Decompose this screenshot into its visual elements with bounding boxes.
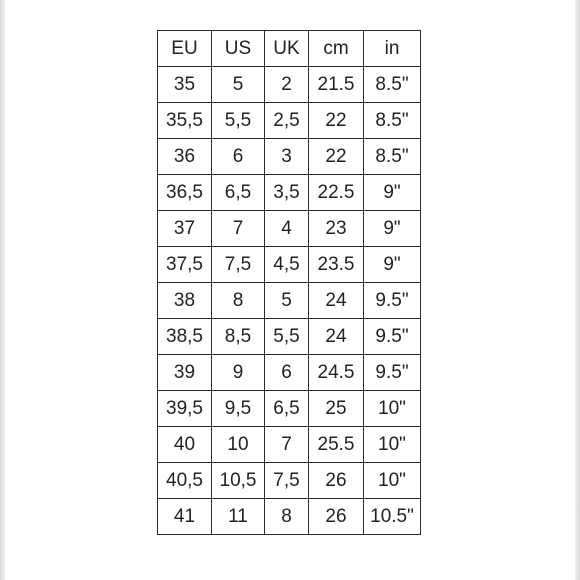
cell-us: 9,5 — [212, 391, 265, 427]
cell-eu: 41 — [158, 499, 212, 535]
cell-uk: 4,5 — [265, 247, 309, 283]
cell-cm: 25.5 — [309, 427, 364, 463]
cell-uk: 6,5 — [265, 391, 309, 427]
table-row — [158, 427, 421, 463]
cell-uk: 4 — [265, 211, 309, 247]
table-row — [158, 499, 421, 535]
cell-in: 9.5" — [364, 319, 421, 355]
page-edge-left — [0, 0, 5, 580]
cell-in: 9" — [364, 211, 421, 247]
cell-us: 5,5 — [212, 103, 265, 139]
cell-in: 8.5" — [364, 139, 421, 175]
cell-uk: 7,5 — [265, 463, 309, 499]
cell-eu: 36 — [158, 139, 212, 175]
table-row — [158, 139, 421, 175]
cell-uk: 5,5 — [265, 319, 309, 355]
table-row — [158, 175, 421, 211]
cell-eu: 39 — [158, 355, 212, 391]
cell-cm: 24 — [309, 283, 364, 319]
cell-cm: 22 — [309, 139, 364, 175]
cell-us: 10 — [212, 427, 265, 463]
cell-uk: 2 — [265, 67, 309, 103]
cell-cm: 23.5 — [309, 247, 364, 283]
cell-eu: 36,5 — [158, 175, 212, 211]
cell-in: 9" — [364, 175, 421, 211]
cell-eu: 35 — [158, 67, 212, 103]
cell-in: 10" — [364, 391, 421, 427]
cell-cm: 22 — [309, 103, 364, 139]
cell-cm: 24.5 — [309, 355, 364, 391]
cell-eu: 40,5 — [158, 463, 212, 499]
cell-us: 6,5 — [212, 175, 265, 211]
cell-cm: 23 — [309, 211, 364, 247]
header-in: in — [364, 31, 421, 67]
cell-cm: 24 — [309, 319, 364, 355]
table-row — [158, 319, 421, 355]
cell-in: 8.5" — [364, 67, 421, 103]
table-row — [158, 355, 421, 391]
cell-us: 8 — [212, 283, 265, 319]
cell-in: 10" — [364, 427, 421, 463]
cell-eu: 35,5 — [158, 103, 212, 139]
cell-uk: 8 — [265, 499, 309, 535]
cell-us: 6 — [212, 139, 265, 175]
cell-in: 9" — [364, 247, 421, 283]
cell-in: 9.5" — [364, 355, 421, 391]
table-row — [158, 283, 421, 319]
cell-us: 11 — [212, 499, 265, 535]
cell-cm: 26 — [309, 463, 364, 499]
cell-eu: 37 — [158, 211, 212, 247]
cell-cm: 25 — [309, 391, 364, 427]
table-row — [158, 247, 421, 283]
cell-eu: 38 — [158, 283, 212, 319]
cell-us: 7,5 — [212, 247, 265, 283]
cell-eu: 37,5 — [158, 247, 212, 283]
header-eu: EU — [158, 31, 212, 67]
cell-cm: 26 — [309, 499, 364, 535]
cell-us: 8,5 — [212, 319, 265, 355]
cell-in: 10" — [364, 463, 421, 499]
header-cm: cm — [309, 31, 364, 67]
cell-in: 8.5" — [364, 103, 421, 139]
table-row — [158, 211, 421, 247]
table-row — [158, 103, 421, 139]
cell-in: 10.5" — [364, 499, 421, 535]
header-us: US — [212, 31, 265, 67]
cell-us: 7 — [212, 211, 265, 247]
cell-in: 9.5" — [364, 283, 421, 319]
header-uk: UK — [265, 31, 309, 67]
cell-eu: 39,5 — [158, 391, 212, 427]
table-row — [158, 463, 421, 499]
cell-cm: 21.5 — [309, 67, 364, 103]
cell-uk: 2,5 — [265, 103, 309, 139]
cell-us: 10,5 — [212, 463, 265, 499]
cell-uk: 5 — [265, 283, 309, 319]
cell-uk: 3,5 — [265, 175, 309, 211]
cell-eu: 38,5 — [158, 319, 212, 355]
cell-uk: 6 — [265, 355, 309, 391]
cell-us: 9 — [212, 355, 265, 391]
cell-uk: 3 — [265, 139, 309, 175]
table-row — [158, 67, 421, 103]
cell-eu: 40 — [158, 427, 212, 463]
table-body — [158, 67, 421, 535]
cell-cm: 22.5 — [309, 175, 364, 211]
page-edge-right — [575, 0, 580, 580]
table-row — [158, 391, 421, 427]
table-header-row — [158, 31, 421, 67]
shoe-size-table — [157, 30, 421, 535]
cell-us: 5 — [212, 67, 265, 103]
cell-uk: 7 — [265, 427, 309, 463]
